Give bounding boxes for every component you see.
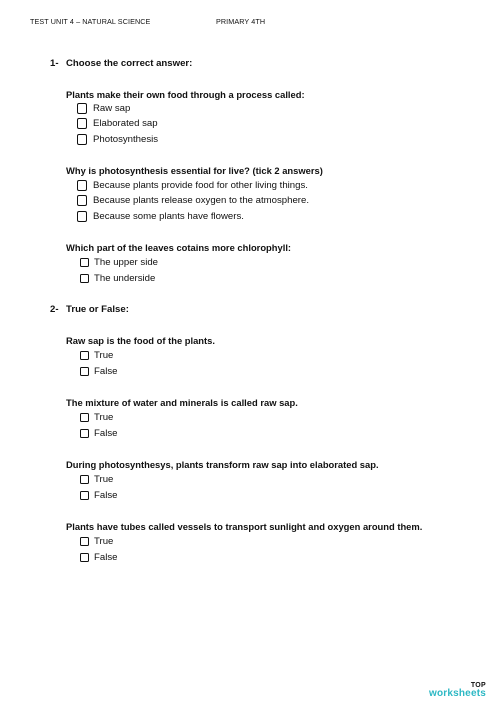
option-label: The underside <box>94 273 156 284</box>
option-label: Because some plants have flowers. <box>93 211 244 222</box>
checkbox[interactable] <box>80 258 89 267</box>
option-false[interactable] <box>80 490 117 501</box>
option-label: Raw sap <box>93 103 131 114</box>
checkbox[interactable] <box>77 211 87 222</box>
option-false[interactable] <box>80 366 117 377</box>
question-2-4: Plants have tubes called vessels to transport sunlight and oxygen around them. <box>66 521 423 532</box>
checkbox[interactable] <box>80 429 89 438</box>
question-1-2: Why is photosynthesis essential for live? (tick 2 answers) <box>66 165 323 176</box>
checkbox[interactable] <box>80 351 89 360</box>
checkbox[interactable] <box>80 274 89 283</box>
question-2-1: Raw sap is the food of the plants. <box>66 335 215 346</box>
option-underside[interactable] <box>80 273 155 284</box>
option-label: False <box>94 428 118 439</box>
option-have-flowers[interactable] <box>77 211 244 222</box>
option-false[interactable] <box>80 428 117 439</box>
section-2-title <box>50 304 129 315</box>
option-provide-food[interactable] <box>77 180 308 191</box>
section-1-heading: Choose the correct answer: <box>66 58 193 69</box>
option-photosynthesis[interactable] <box>77 134 158 145</box>
checkbox[interactable] <box>80 367 89 376</box>
option-upper-side[interactable] <box>80 257 158 268</box>
question-1-1: Plants make their own food through a process called: <box>66 89 305 100</box>
section-1-title <box>50 58 192 69</box>
checkbox[interactable] <box>80 475 89 484</box>
option-raw-sap[interactable] <box>77 103 130 114</box>
option-release-oxygen[interactable] <box>77 195 309 206</box>
section-2-heading: True or False: <box>66 304 129 315</box>
option-label: Photosynthesis <box>93 134 159 145</box>
option-true[interactable] <box>80 536 113 547</box>
question-2-2: The mixture of water and minerals is called raw sap. <box>66 397 298 408</box>
logo-top-text: TOP <box>470 682 486 689</box>
logo-bottom-text: worksheets <box>428 688 486 699</box>
question-2-3: During photosynthesys, plants transform raw sap into elaborated sap. <box>66 459 379 470</box>
grade-label: PRIMARY 4TH <box>216 17 266 26</box>
option-elaborated-sap[interactable] <box>77 118 158 129</box>
option-true[interactable] <box>80 474 113 485</box>
test-title: TEST UNIT 4 – NATURAL SCIENCE <box>30 17 151 26</box>
checkbox[interactable] <box>80 553 89 562</box>
section-2-number: 2- <box>50 304 59 315</box>
option-label: True <box>94 412 114 423</box>
option-label: False <box>94 552 118 563</box>
option-label: Because plants release oxygen to the atmosphere. <box>93 195 309 206</box>
checkbox[interactable] <box>80 413 89 422</box>
checkbox[interactable] <box>80 491 89 500</box>
option-label: Because plants provide food for other living things. <box>93 180 308 191</box>
checkbox[interactable] <box>77 103 87 114</box>
checkbox[interactable] <box>77 180 87 191</box>
option-true[interactable] <box>80 412 113 423</box>
option-label: True <box>94 536 114 547</box>
checkbox[interactable] <box>77 195 87 206</box>
option-label: True <box>94 350 114 361</box>
option-label: Elaborated sap <box>93 118 158 129</box>
option-true[interactable] <box>80 350 113 361</box>
section-1-number: 1- <box>50 58 59 69</box>
checkbox[interactable] <box>80 537 89 546</box>
option-label: False <box>94 490 118 501</box>
option-label: False <box>94 366 118 377</box>
question-1-3: Which part of the leaves cotains more chlorophyll: <box>66 242 292 253</box>
checkbox[interactable] <box>77 118 87 129</box>
checkbox[interactable] <box>77 134 87 145</box>
option-label: True <box>94 474 114 485</box>
topworksheets-logo <box>429 682 486 699</box>
option-label: The upper side <box>94 257 158 268</box>
option-false[interactable] <box>80 552 117 563</box>
